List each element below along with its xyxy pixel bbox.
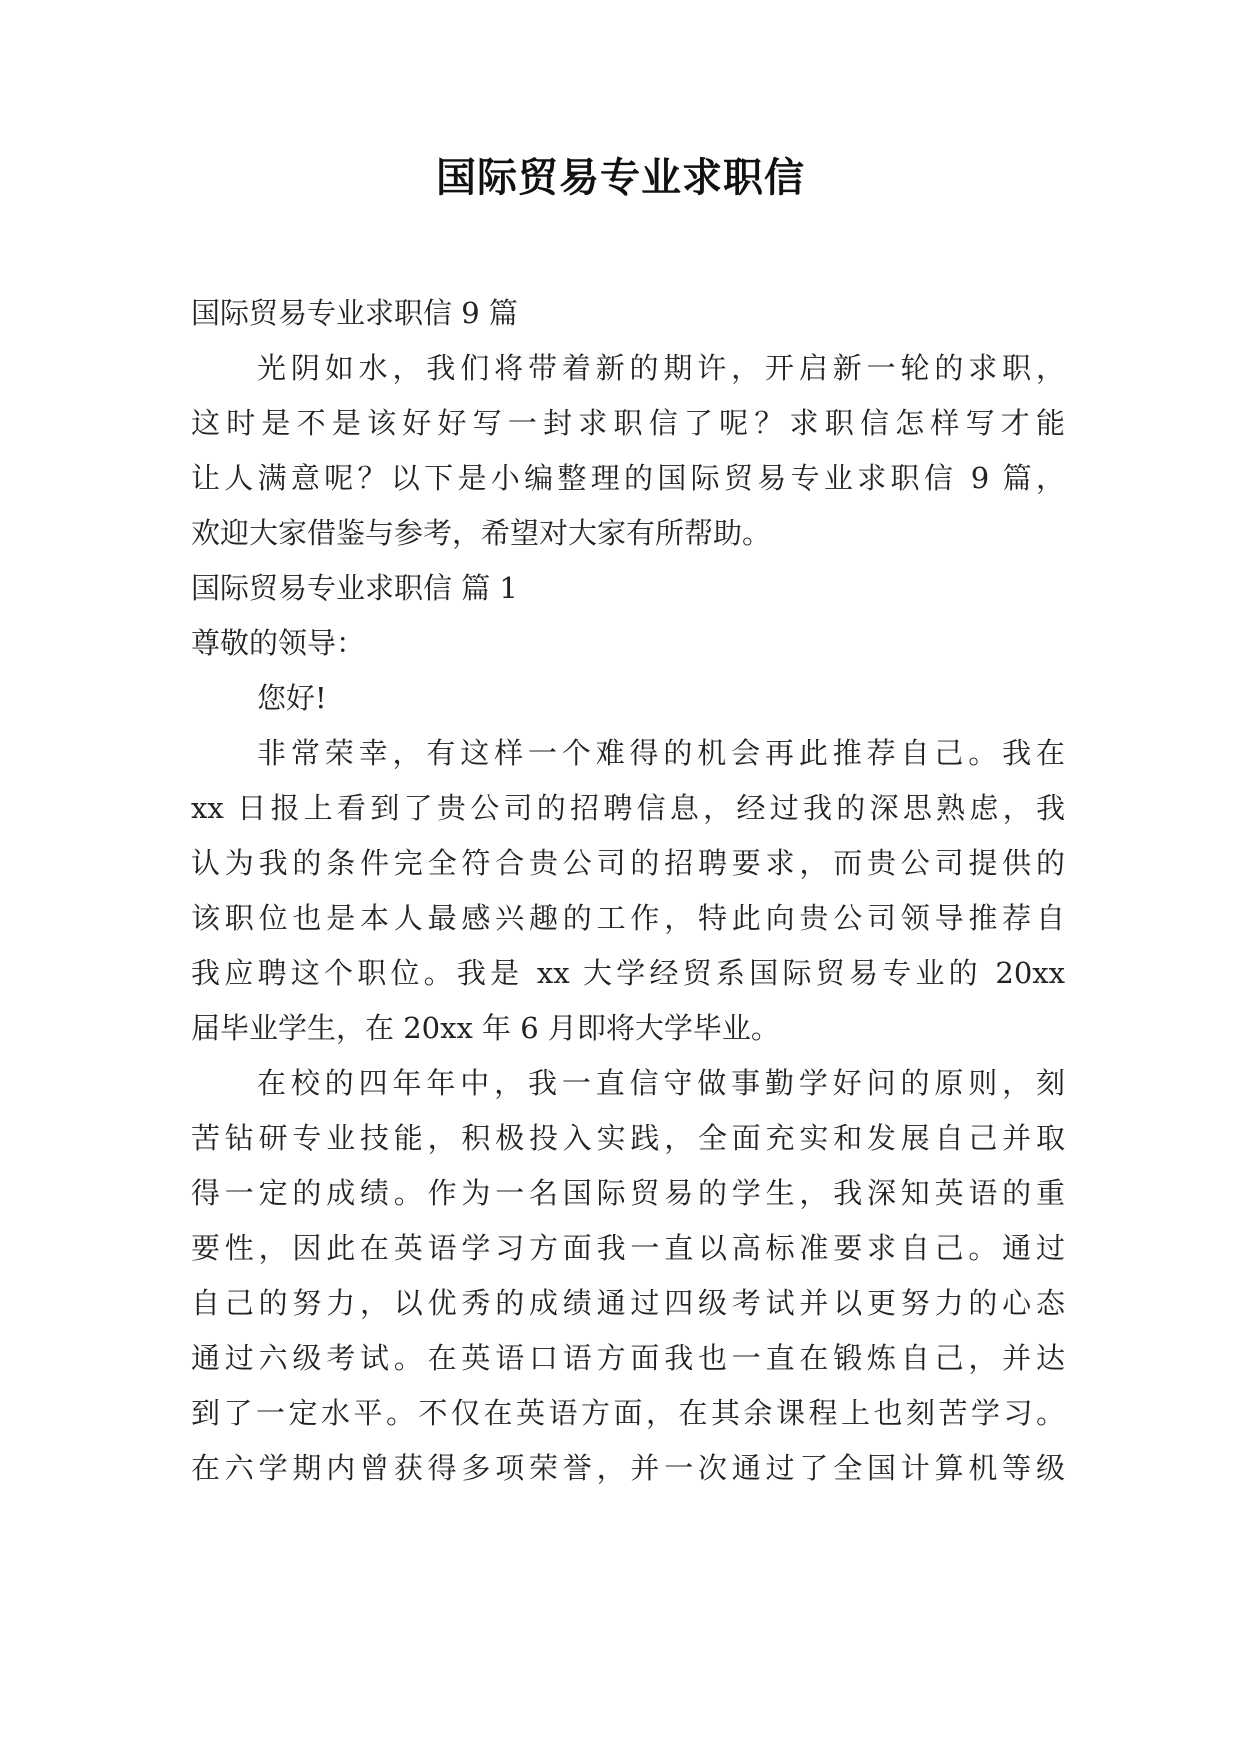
body-line: 非常荣幸，有这样一个难得的机会再此推荐自己。我在	[257, 736, 1065, 770]
intro-line-3: 让人满意呢？以下是小编整理的国际贸易专业求职信 9 篇，	[191, 461, 1065, 495]
body-line: 通过六级考试。在英语口语方面我也一直在锻炼自己，并达	[191, 1341, 1065, 1375]
section-heading-1: 国际贸易专业求职信 篇 1	[191, 571, 518, 605]
body-line: 自己的努力，以优秀的成绩通过四级考试并以更努力的心态	[191, 1286, 1065, 1320]
document-title: 国际贸易专业求职信	[436, 155, 805, 201]
intro-line-2: 这时是不是该好好写一封求职信了呢？求职信怎样写才能	[191, 406, 1065, 440]
body-line: 在六学期内曾获得多项荣誉，并一次通过了全国计算机等级	[191, 1451, 1065, 1485]
body-line: 到了一定水平。不仅在英语方面，在其余课程上也刻苦学习。	[191, 1396, 1065, 1430]
body-line: 该职位也是本人最感兴趣的工作，特此向贵公司领导推荐自	[191, 901, 1065, 935]
body-line: 我应聘这个职位。我是 xx 大学经贸系国际贸易专业的 20xx	[191, 956, 1065, 990]
greeting: 您好!	[257, 681, 327, 715]
body-line: 认为我的条件完全符合贵公司的招聘要求，而贵公司提供的	[191, 846, 1065, 880]
body-line: 得一定的成绩。作为一名国际贸易的学生，我深知英语的重	[191, 1176, 1065, 1210]
body-line: 苦钻研专业技能，积极投入实践，全面充实和发展自己并取	[191, 1121, 1065, 1155]
body-line: 要性，因此在英语学习方面我一直以高标准要求自己。通过	[191, 1231, 1065, 1265]
intro-line-1: 光阴如水，我们将带着新的期许，开启新一轮的求职，	[257, 351, 1065, 385]
body-line: xx 日报上看到了贵公司的招聘信息，经过我的深思熟虑，我	[191, 791, 1065, 825]
doc-subtitle: 国际贸易专业求职信 9 篇	[191, 296, 518, 330]
salutation: 尊敬的领导：	[191, 626, 366, 660]
intro-line-4: 欢迎大家借鉴与参考，希望对大家有所帮助。	[191, 516, 772, 550]
body-line: 届毕业学生，在 20xx 年 6 月即将大学毕业。	[191, 1011, 780, 1045]
body-line: 在校的四年年中，我一直信守做事勤学好问的原则，刻	[257, 1066, 1065, 1100]
